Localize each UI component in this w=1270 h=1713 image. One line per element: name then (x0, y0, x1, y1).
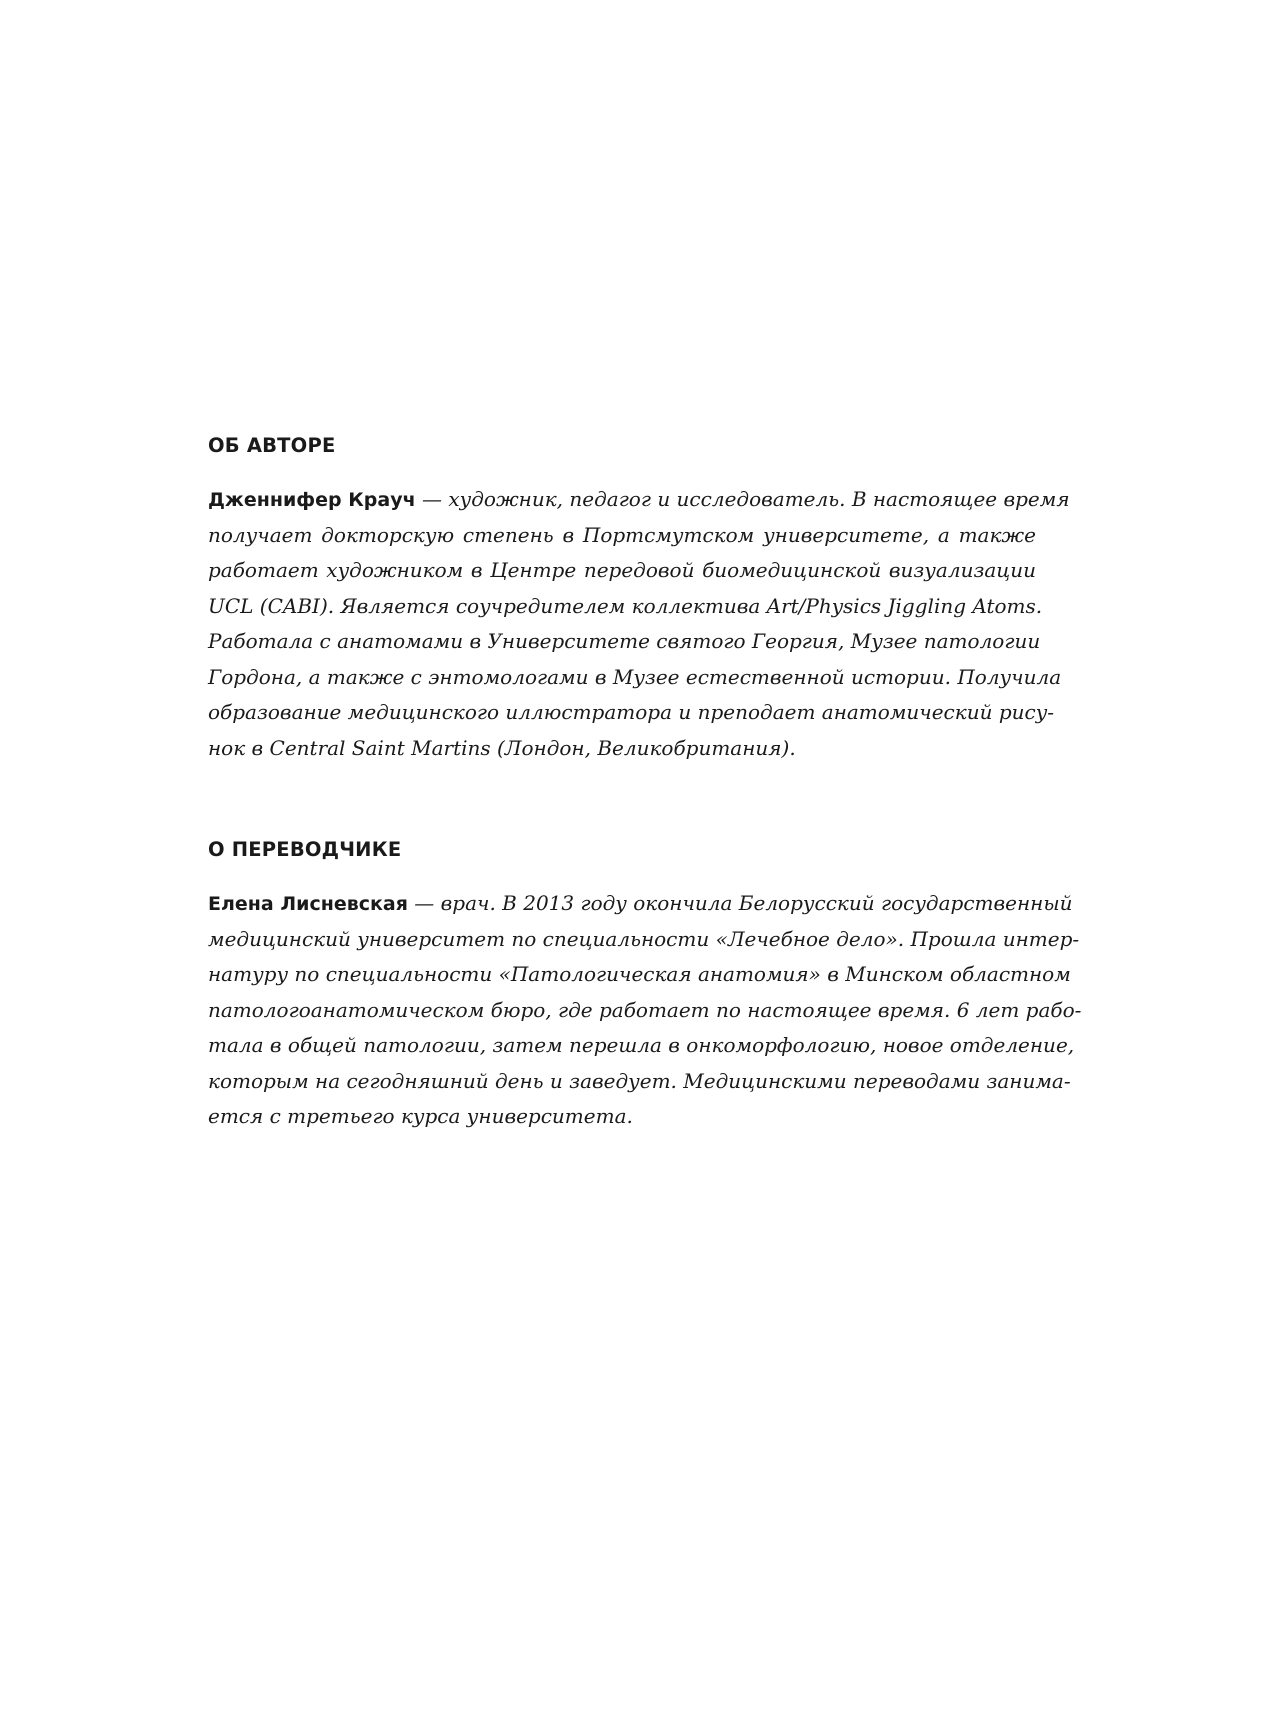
bio-line (208, 886, 1073, 922)
bio-line: тала в общей патологии, затем перешла в онкоморфологию, новое отделение, (208, 1033, 1075, 1057)
about-author-section (208, 434, 1070, 766)
bio-line: образование медицинского иллюстратора и преподает анатомический рису- (208, 700, 1055, 724)
author-name: Дженнифер Крауч (208, 489, 416, 511)
bio-line-text: — художник, педагог и исследователь. В настоящее время (415, 487, 1070, 511)
about-translator-heading: О ПЕРЕВОДЧИКЕ (208, 838, 402, 861)
bio-line-text: — врач. В 2013 году окончила Белорусский государственный (407, 891, 1073, 915)
bio-line: работает художником в Центре передовой биомедицинской визуализации (208, 558, 1036, 582)
bio-line: натуру по специальности «Патологическая анатомия» в Минском областном (208, 962, 1071, 986)
bio-line: медицинский университет по специальности «Лечебное дело». Прошла интер- (208, 926, 1080, 951)
translator-name: Елена Лисневская (208, 893, 408, 915)
bio-line: которым на сегодняшний день и заведует. Медицинскими переводами занима- (208, 1068, 1071, 1093)
about-translator-section (208, 838, 1082, 1135)
bio-line (208, 482, 1070, 518)
bio-line: ется с третьего курса университета. (208, 1104, 633, 1128)
bio-line: Работала с анатомами в Университете святого Георгия, Музее патологии (208, 629, 1041, 653)
bio-line: UCL (CABI). Является соучредителем коллектива Art/Physics Jiggling Atoms. (208, 593, 1043, 618)
about-translator-bio (208, 886, 1082, 1135)
bio-line: получает докторскую степень в Портсмутском университете, а также (208, 522, 1036, 547)
about-author-bio (208, 482, 1070, 766)
bio-line: Гордона, а также с энтомологами в Музее естественной истории. Получила (208, 664, 1062, 689)
about-author-heading: ОБ АВТОРЕ (208, 434, 336, 457)
bio-line: патологоанатомическом бюро, где работает по настоящее время. 6 лет рабо- (208, 997, 1082, 1022)
bio-line: нок в Central Saint Martins (Лондон, Великобритания). (208, 735, 796, 760)
